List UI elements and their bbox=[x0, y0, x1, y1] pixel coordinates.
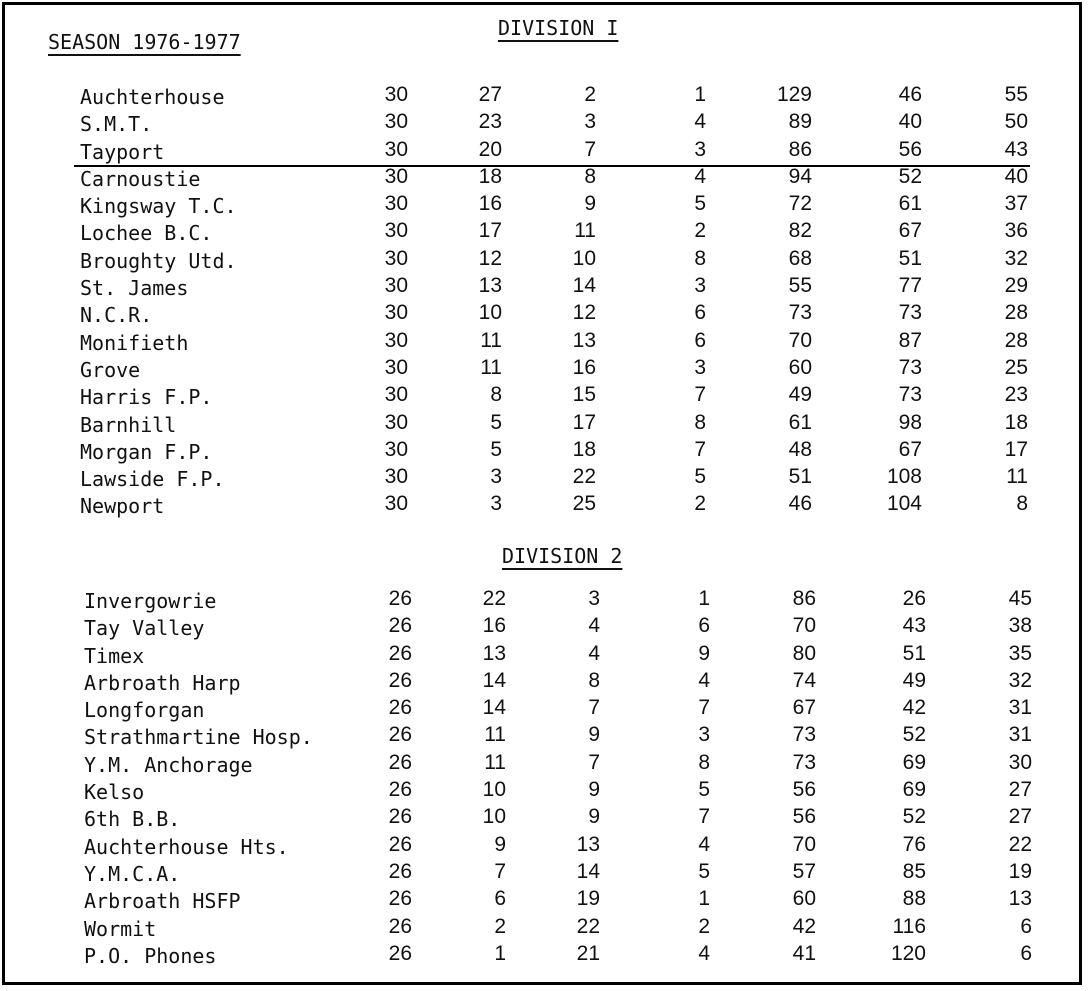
drawn-cell: 5 bbox=[694, 465, 706, 489]
played-cell: 26 bbox=[388, 696, 412, 720]
goals-against-cell: 49 bbox=[902, 668, 926, 692]
drawn-cell: 1 bbox=[698, 587, 710, 610]
drawn-cell: 4 bbox=[698, 832, 710, 856]
points-cell: 29 bbox=[1004, 274, 1028, 298]
goals-for-cell: 51 bbox=[788, 465, 812, 489]
goals-for-cell: 48 bbox=[788, 437, 812, 461]
drawn-cell: 4 bbox=[694, 164, 706, 188]
won-cell: 1 bbox=[494, 941, 506, 965]
drawn-cell: 1 bbox=[694, 83, 706, 106]
played-cell: 30 bbox=[384, 110, 408, 134]
goals-for-cell: 49 bbox=[788, 383, 812, 407]
points-cell: 35 bbox=[1008, 641, 1032, 665]
team-name: S.M.T. bbox=[80, 112, 153, 137]
table-row bbox=[0, 164, 1088, 194]
played-cell: 30 bbox=[384, 83, 408, 106]
drawn-cell: 5 bbox=[698, 778, 710, 802]
table-row bbox=[0, 914, 1088, 944]
drawn-cell: 8 bbox=[698, 750, 710, 774]
goals-for-cell: 73 bbox=[792, 723, 816, 747]
lost-cell: 9 bbox=[588, 723, 600, 747]
goals-for-cell: 56 bbox=[792, 805, 816, 829]
goals-for-cell: 73 bbox=[792, 750, 816, 774]
team-name: Arbroath Harp bbox=[84, 670, 241, 695]
team-name: Longforgan bbox=[84, 698, 205, 723]
won-cell: 27 bbox=[478, 83, 502, 106]
won-cell: 9 bbox=[494, 832, 506, 856]
team-name: Monifieth bbox=[80, 330, 189, 355]
played-cell: 30 bbox=[384, 301, 408, 325]
table-row bbox=[0, 194, 1088, 221]
lost-cell: 7 bbox=[584, 137, 596, 161]
lost-cell: 25 bbox=[572, 492, 596, 516]
played-cell: 26 bbox=[388, 723, 412, 747]
drawn-cell: 7 bbox=[698, 696, 710, 720]
lost-cell: 7 bbox=[588, 696, 600, 720]
points-cell: 32 bbox=[1004, 246, 1028, 270]
table-row bbox=[0, 137, 1088, 167]
team-name: Grove bbox=[80, 357, 141, 382]
team-name: Harris F.P. bbox=[80, 385, 213, 410]
won-cell: 11 bbox=[484, 723, 506, 747]
points-cell: 28 bbox=[1004, 328, 1028, 352]
table-row bbox=[0, 355, 1088, 385]
goals-against-cell: 76 bbox=[902, 832, 926, 856]
points-cell: 25 bbox=[1004, 355, 1028, 379]
lost-cell: 3 bbox=[584, 110, 596, 134]
goals-against-cell: 51 bbox=[902, 641, 926, 665]
table-row bbox=[0, 328, 1088, 358]
points-cell: 31 bbox=[1008, 723, 1032, 747]
points-cell: 27 bbox=[1008, 805, 1032, 829]
points-cell: 19 bbox=[1008, 859, 1032, 883]
points-cell: 27 bbox=[1008, 778, 1032, 802]
table-row bbox=[0, 750, 1088, 780]
goals-for-cell: 86 bbox=[792, 587, 816, 610]
played-cell: 30 bbox=[384, 437, 408, 461]
won-cell: 11 bbox=[484, 750, 506, 774]
played-cell: 26 bbox=[388, 587, 412, 610]
goals-against-cell: 108 bbox=[886, 465, 922, 489]
division2-title: DIVISION 2 bbox=[502, 544, 623, 568]
team-name: Tay Valley bbox=[84, 616, 205, 641]
table-row bbox=[0, 437, 1088, 467]
lost-cell: 13 bbox=[572, 328, 596, 352]
drawn-cell: 3 bbox=[694, 137, 706, 161]
points-cell: 55 bbox=[1004, 83, 1028, 106]
drawn-cell: 5 bbox=[698, 859, 710, 883]
won-cell: 2 bbox=[494, 914, 506, 938]
goals-against-cell: 73 bbox=[898, 383, 922, 407]
won-cell: 13 bbox=[482, 641, 506, 665]
played-cell: 26 bbox=[388, 832, 412, 856]
goals-against-cell: 61 bbox=[898, 192, 922, 216]
won-cell: 10 bbox=[478, 301, 502, 325]
goals-for-cell: 74 bbox=[792, 668, 816, 692]
goals-against-cell: 69 bbox=[902, 750, 926, 774]
lost-cell: 22 bbox=[576, 914, 600, 938]
points-cell: 18 bbox=[1004, 410, 1028, 434]
table-row bbox=[0, 725, 1088, 752]
season-label: SEASON 1976-1977 bbox=[48, 30, 241, 54]
won-cell: 16 bbox=[482, 614, 506, 638]
played-cell: 26 bbox=[388, 750, 412, 774]
points-cell: 31 bbox=[1008, 696, 1032, 720]
goals-for-cell: 68 bbox=[788, 246, 812, 270]
lost-cell: 16 bbox=[572, 355, 596, 379]
played-cell: 30 bbox=[384, 192, 408, 216]
goals-against-cell: 98 bbox=[898, 410, 922, 434]
goals-for-cell: 89 bbox=[788, 110, 812, 134]
won-cell: 7 bbox=[494, 859, 506, 883]
won-cell: 14 bbox=[482, 696, 506, 720]
played-cell: 26 bbox=[388, 914, 412, 938]
won-cell: 16 bbox=[478, 192, 502, 216]
goals-for-cell: 73 bbox=[788, 301, 812, 325]
table-row bbox=[0, 780, 1088, 807]
goals-for-cell: 60 bbox=[792, 887, 816, 911]
goals-for-cell: 70 bbox=[792, 614, 816, 638]
division1-table bbox=[0, 85, 1088, 522]
played-cell: 30 bbox=[384, 246, 408, 270]
table-row bbox=[0, 889, 1088, 916]
won-cell: 5 bbox=[490, 410, 502, 434]
won-cell: 10 bbox=[482, 805, 506, 829]
goals-for-cell: 129 bbox=[776, 83, 812, 106]
played-cell: 26 bbox=[388, 778, 412, 802]
division1-title: DIVISION I bbox=[498, 16, 619, 40]
team-name: Broughty Utd. bbox=[80, 248, 237, 273]
lost-cell: 7 bbox=[588, 750, 600, 774]
points-cell: 37 bbox=[1004, 192, 1028, 216]
won-cell: 17 bbox=[478, 219, 502, 243]
won-cell: 18 bbox=[478, 164, 502, 188]
drawn-cell: 8 bbox=[694, 246, 706, 270]
team-name: Y.M.C.A. bbox=[84, 861, 181, 886]
table-row bbox=[0, 859, 1088, 889]
team-name: Carnoustie bbox=[80, 166, 201, 191]
team-name: Auchterhouse bbox=[80, 85, 225, 109]
won-cell: 3 bbox=[490, 492, 502, 516]
won-cell: 6 bbox=[494, 887, 506, 911]
lost-cell: 14 bbox=[576, 859, 600, 883]
table-row bbox=[0, 467, 1088, 494]
won-cell: 10 bbox=[482, 778, 506, 802]
played-cell: 26 bbox=[388, 941, 412, 965]
won-cell: 23 bbox=[478, 110, 502, 134]
points-cell: 28 bbox=[1004, 301, 1028, 325]
team-name: Auchterhouse Hts. bbox=[84, 834, 289, 859]
drawn-cell: 3 bbox=[694, 274, 706, 298]
won-cell: 13 bbox=[478, 274, 502, 298]
goals-against-cell: 116 bbox=[892, 914, 926, 938]
goals-against-cell: 77 bbox=[898, 274, 922, 298]
team-name: St. James bbox=[80, 276, 189, 301]
team-name: Kelso bbox=[84, 780, 145, 805]
drawn-cell: 6 bbox=[698, 614, 710, 638]
lost-cell: 4 bbox=[588, 641, 600, 665]
lost-cell: 19 bbox=[576, 887, 600, 911]
lost-cell: 14 bbox=[572, 274, 596, 298]
played-cell: 30 bbox=[384, 355, 408, 379]
lost-cell: 15 bbox=[572, 383, 596, 407]
table-row bbox=[0, 616, 1088, 643]
lost-cell: 10 bbox=[572, 246, 596, 270]
goals-against-cell: 52 bbox=[898, 164, 922, 188]
team-name: N.C.R. bbox=[80, 303, 153, 328]
won-cell: 22 bbox=[482, 587, 506, 610]
team-name: Morgan F.P. bbox=[80, 439, 213, 464]
won-cell: 11 bbox=[480, 328, 502, 352]
table-row bbox=[0, 303, 1088, 330]
lost-cell: 13 bbox=[576, 832, 600, 856]
played-cell: 30 bbox=[384, 328, 408, 352]
table-row bbox=[0, 941, 1088, 971]
points-cell: 6 bbox=[1020, 941, 1032, 965]
drawn-cell: 6 bbox=[694, 328, 706, 352]
table-row bbox=[0, 85, 1088, 112]
goals-for-cell: 42 bbox=[792, 914, 816, 938]
played-cell: 26 bbox=[388, 859, 412, 883]
table-row bbox=[0, 385, 1088, 412]
goals-for-cell: 67 bbox=[792, 696, 816, 720]
played-cell: 30 bbox=[384, 383, 408, 407]
goals-against-cell: 104 bbox=[886, 492, 922, 516]
drawn-cell: 2 bbox=[694, 219, 706, 243]
lost-cell: 9 bbox=[588, 778, 600, 802]
won-cell: 5 bbox=[490, 437, 502, 461]
played-cell: 26 bbox=[388, 887, 412, 911]
table-row bbox=[0, 112, 1088, 139]
drawn-cell: 8 bbox=[694, 410, 706, 434]
points-cell: 17 bbox=[1004, 437, 1028, 461]
table-row bbox=[0, 641, 1088, 671]
points-cell: 8 bbox=[1016, 492, 1028, 516]
goals-for-cell: 60 bbox=[788, 355, 812, 379]
goals-against-cell: 40 bbox=[898, 110, 922, 134]
played-cell: 26 bbox=[388, 805, 412, 829]
lost-cell: 18 bbox=[572, 437, 596, 461]
team-name: Kingsway T.C. bbox=[80, 194, 237, 219]
table-row bbox=[0, 410, 1088, 440]
drawn-cell: 3 bbox=[694, 355, 706, 379]
promotion-divider-line bbox=[74, 165, 1030, 167]
goals-for-cell: 56 bbox=[792, 778, 816, 802]
team-name: Timex bbox=[84, 643, 145, 668]
goals-for-cell: 41 bbox=[792, 941, 816, 965]
lost-cell: 2 bbox=[584, 83, 596, 106]
lost-cell: 3 bbox=[588, 587, 600, 610]
division2-table bbox=[0, 589, 1088, 971]
points-cell: 36 bbox=[1004, 219, 1028, 243]
played-cell: 30 bbox=[384, 274, 408, 298]
drawn-cell: 7 bbox=[698, 805, 710, 829]
team-name: 6th B.B. bbox=[84, 807, 181, 832]
drawn-cell: 1 bbox=[698, 887, 710, 911]
goals-against-cell: 43 bbox=[902, 614, 926, 638]
drawn-cell: 4 bbox=[694, 110, 706, 134]
table-row bbox=[0, 276, 1088, 303]
goals-against-cell: 73 bbox=[898, 301, 922, 325]
goals-against-cell: 67 bbox=[898, 219, 922, 243]
played-cell: 30 bbox=[384, 219, 408, 243]
won-cell: 14 bbox=[482, 668, 506, 692]
points-cell: 50 bbox=[1004, 110, 1028, 134]
played-cell: 30 bbox=[384, 410, 408, 434]
played-cell: 30 bbox=[384, 164, 408, 188]
lost-cell: 8 bbox=[584, 164, 596, 188]
played-cell: 26 bbox=[388, 641, 412, 665]
won-cell: 20 bbox=[478, 137, 502, 161]
points-cell: 38 bbox=[1008, 614, 1032, 638]
goals-for-cell: 57 bbox=[792, 859, 816, 883]
table-row bbox=[0, 246, 1088, 276]
points-cell: 45 bbox=[1008, 587, 1032, 610]
won-cell: 11 bbox=[480, 355, 502, 379]
lost-cell: 8 bbox=[588, 668, 600, 692]
goals-against-cell: 88 bbox=[902, 887, 926, 911]
points-cell: 23 bbox=[1004, 383, 1028, 407]
won-cell: 12 bbox=[478, 246, 502, 270]
team-name: Newport bbox=[80, 494, 165, 519]
played-cell: 30 bbox=[384, 492, 408, 516]
team-name: Wormit bbox=[84, 916, 157, 941]
team-name: P.O. Phones bbox=[84, 943, 217, 968]
played-cell: 30 bbox=[384, 137, 408, 161]
goals-against-cell: 42 bbox=[902, 696, 926, 720]
points-cell: 6 bbox=[1020, 914, 1032, 938]
drawn-cell: 7 bbox=[694, 437, 706, 461]
won-cell: 8 bbox=[490, 383, 502, 407]
table-row bbox=[0, 698, 1088, 725]
won-cell: 3 bbox=[490, 465, 502, 489]
lost-cell: 17 bbox=[572, 410, 596, 434]
drawn-cell: 4 bbox=[698, 941, 710, 965]
table-row bbox=[0, 589, 1088, 616]
goals-against-cell: 120 bbox=[890, 941, 926, 965]
goals-for-cell: 46 bbox=[788, 492, 812, 516]
goals-against-cell: 87 bbox=[898, 328, 922, 352]
goals-against-cell: 51 bbox=[898, 246, 922, 270]
goals-for-cell: 86 bbox=[788, 137, 812, 161]
team-name: Arbroath HSFP bbox=[84, 889, 241, 914]
team-name: Invergowrie bbox=[84, 589, 217, 613]
table-row bbox=[0, 832, 1088, 862]
points-cell: 13 bbox=[1008, 887, 1032, 911]
points-cell: 22 bbox=[1008, 832, 1032, 856]
lost-cell: 22 bbox=[572, 465, 596, 489]
goals-against-cell: 46 bbox=[898, 83, 922, 106]
drawn-cell: 5 bbox=[694, 192, 706, 216]
goals-against-cell: 73 bbox=[898, 355, 922, 379]
team-name: Y.M. Anchorage bbox=[84, 752, 253, 777]
played-cell: 30 bbox=[384, 465, 408, 489]
drawn-cell: 9 bbox=[698, 641, 710, 665]
goals-for-cell: 70 bbox=[792, 832, 816, 856]
team-name: Tayport bbox=[80, 139, 165, 164]
goals-against-cell: 52 bbox=[902, 723, 926, 747]
team-name: Lawside F.P. bbox=[80, 467, 225, 492]
lost-cell: 12 bbox=[572, 301, 596, 325]
drawn-cell: 6 bbox=[694, 301, 706, 325]
lost-cell: 9 bbox=[588, 805, 600, 829]
drawn-cell: 4 bbox=[698, 668, 710, 692]
lost-cell: 4 bbox=[588, 614, 600, 638]
goals-for-cell: 94 bbox=[788, 164, 812, 188]
table-row bbox=[0, 668, 1088, 698]
goals-for-cell: 55 bbox=[788, 274, 812, 298]
goals-for-cell: 80 bbox=[792, 641, 816, 665]
drawn-cell: 2 bbox=[694, 492, 706, 516]
points-cell: 40 bbox=[1004, 164, 1028, 188]
goals-against-cell: 26 bbox=[902, 587, 926, 610]
goals-for-cell: 72 bbox=[788, 192, 812, 216]
drawn-cell: 7 bbox=[694, 383, 706, 407]
goals-against-cell: 85 bbox=[902, 859, 926, 883]
goals-against-cell: 67 bbox=[898, 437, 922, 461]
drawn-cell: 3 bbox=[698, 723, 710, 747]
team-name: Barnhill bbox=[80, 412, 177, 437]
lost-cell: 21 bbox=[576, 941, 600, 965]
played-cell: 26 bbox=[388, 668, 412, 692]
table-row bbox=[0, 221, 1088, 248]
lost-cell: 11 bbox=[574, 219, 596, 243]
goals-for-cell: 61 bbox=[788, 410, 812, 434]
goals-against-cell: 56 bbox=[898, 137, 922, 161]
team-name: Lochee B.C. bbox=[80, 221, 213, 246]
lost-cell: 9 bbox=[584, 192, 596, 216]
points-cell: 43 bbox=[1004, 137, 1028, 161]
goals-for-cell: 82 bbox=[788, 219, 812, 243]
played-cell: 26 bbox=[388, 614, 412, 638]
goals-for-cell: 70 bbox=[788, 328, 812, 352]
table-row bbox=[0, 807, 1088, 834]
goals-against-cell: 52 bbox=[902, 805, 926, 829]
team-name: Strathmartine Hosp. bbox=[84, 725, 313, 750]
table-row bbox=[0, 494, 1088, 521]
points-cell: 32 bbox=[1008, 668, 1032, 692]
goals-against-cell: 69 bbox=[902, 778, 926, 802]
drawn-cell: 2 bbox=[698, 914, 710, 938]
points-cell: 30 bbox=[1008, 750, 1032, 774]
points-cell: 11 bbox=[1006, 465, 1028, 489]
